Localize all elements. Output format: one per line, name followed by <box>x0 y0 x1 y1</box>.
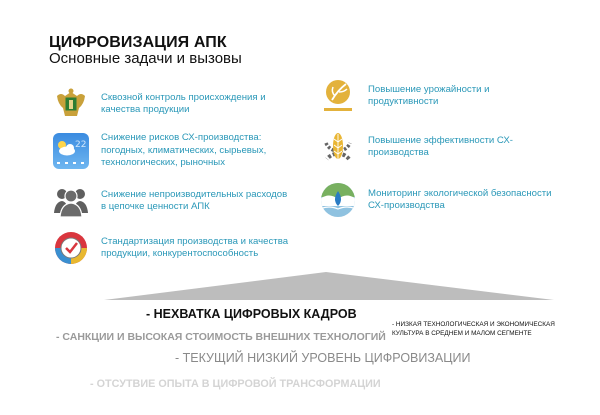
task-item-standardization <box>53 230 291 266</box>
page-title: ЦИФРОВИЗАЦИЯ АПК <box>49 34 227 51</box>
people-icon <box>53 183 89 219</box>
page-subtitle: Основные задачи и вызовы <box>49 50 242 67</box>
wheat-leaf-icon <box>320 78 356 114</box>
coat-of-arms-icon <box>53 86 89 122</box>
task-label: Снижение рисков СХ-производства: погодных, климатических, сырьевых, технологических, рыночных <box>101 132 267 168</box>
pyramid-roof <box>104 272 554 300</box>
task-label: Повышение эффективности СХ-производства <box>368 134 513 158</box>
task-item-ecology <box>320 182 558 218</box>
challenge-sanctions: - САНКЦИИ И ВЫСОКАЯ СТОИМОСТЬ ВНЕШНИХ ТЕХНОЛОГИЙ <box>56 331 386 343</box>
weather-icon <box>53 133 89 169</box>
task-label: Стандартизация производства и качества продукции, конкурентоспособность <box>101 235 289 259</box>
challenge-no-experience: - ОТСУТВИЕ ОПЫТА В ЦИФРОВОЙ ТРАНСФОРМАЦИИ <box>90 378 381 390</box>
standards-quality-icon <box>53 230 89 266</box>
task-label: Повышение урожайности и продуктивности <box>368 83 490 107</box>
task-item-traceability <box>53 86 291 122</box>
task-label: Мониторинг экологической безопасности СХ-производства <box>368 187 552 211</box>
task-item-yield <box>320 78 558 114</box>
task-label: Снижение непроизводительных расходов в цепочке ценности АПК <box>101 188 288 212</box>
challenge-staff-shortage: - НЕХВАТКА ЦИФРОВЫХ КАДРОВ <box>146 307 357 321</box>
challenge-low-culture: - НИЗКАЯ ТЕХНОЛОГИЧЕСКАЯ И ЭКОНОМИЧЕСКАЯ КУЛЬТУРА В СРЕДНЕМ И МАЛОМ СЕГМЕНТЕ <box>392 321 555 337</box>
task-label: Сквозной контроль происхождения и качества продукции <box>101 91 266 115</box>
task-item-cost-reduction <box>53 183 291 219</box>
ecology-water-icon <box>320 182 356 218</box>
svg-text:22: 22 <box>75 139 87 150</box>
challenge-low-digitalization: - ТЕКУЩИЙ НИЗКИЙ УРОВЕНЬ ЦИФРОВИЗАЦИИ <box>175 351 471 365</box>
wheat-gear-icon <box>320 129 356 165</box>
task-item-risk-reduction <box>53 132 291 170</box>
task-item-efficiency <box>320 129 558 165</box>
